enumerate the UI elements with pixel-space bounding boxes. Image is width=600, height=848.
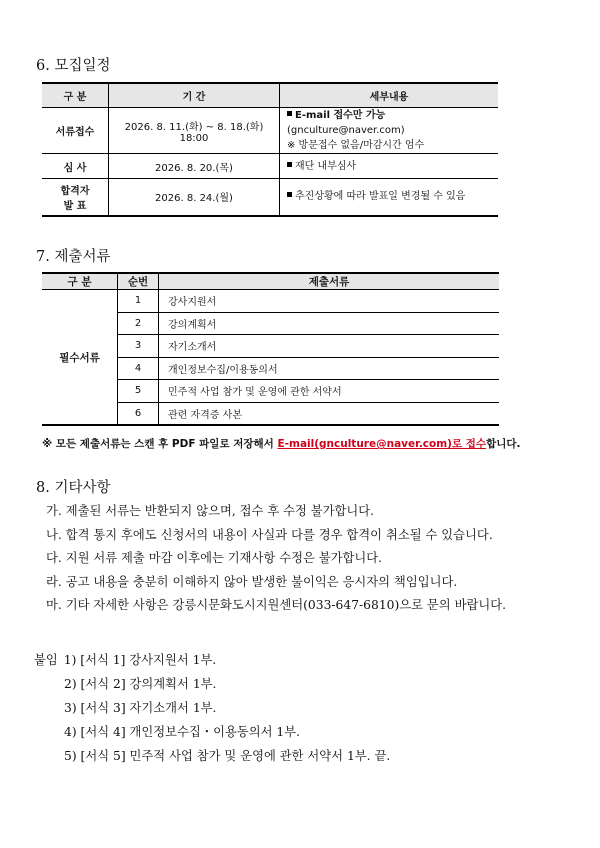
detail-text: 추진상황에 따라 발표일 변경될 수 있음 <box>295 191 466 203</box>
row-document: 관련 자격증 사본 <box>159 402 500 425</box>
row-period: 2026. 8. 11.(화) ~ 8. 18.(화) 18:00 <box>109 108 280 154</box>
table-row <box>42 290 499 313</box>
row-detail <box>280 154 499 179</box>
category-line2: 발 표 <box>63 200 87 212</box>
note-prefix: ※ 모든 제출서류는 스캔 후 PDF 파일로 저장해서 <box>42 438 278 450</box>
header-detail: 세부내용 <box>280 83 499 108</box>
attachment-item: 1) [서식 1] 강사지원서 1부. <box>63 653 217 667</box>
row-number: 6 <box>118 402 159 425</box>
documents-table <box>42 272 499 426</box>
row-number: 4 <box>118 357 159 380</box>
row-number: 3 <box>118 335 159 358</box>
list-item: 마. 기타 자세한 사항은 강릉시문화도시지원센터(033-647-6810)으로 문의 바랍니다. <box>46 598 507 613</box>
row-number: 1 <box>118 290 159 313</box>
note-suffix: 합니다. <box>486 438 521 450</box>
detail-email: (gnculture@naver.com) <box>287 125 405 136</box>
row-category: 필수서류 <box>42 290 118 426</box>
bullet-icon <box>287 111 292 116</box>
bullet-icon <box>287 162 292 167</box>
row-document: 강사지원서 <box>159 290 500 313</box>
row-document: 개인정보수집/이용동의서 <box>159 357 500 380</box>
header-category: 구 분 <box>42 273 118 290</box>
submission-note <box>42 436 521 451</box>
row-document: 자기소개서 <box>159 335 500 358</box>
list-item: 가. 제출된 서류는 반환되지 않으며, 접수 후 수정 불가합니다. <box>46 504 375 518</box>
detail-text: 재단 내부심사 <box>295 160 357 172</box>
header-period: 기 간 <box>109 83 280 108</box>
table-row <box>42 108 498 154</box>
category-line1: 합격자 <box>60 185 90 197</box>
detail-note: ※ 방문접수 없음/마감시간 엄수 <box>287 140 425 151</box>
detail-bold: E-mail 접수만 가능 <box>295 110 386 121</box>
row-document: 민주적 사업 참가 및 운영에 관한 서약서 <box>159 380 500 403</box>
bullet-icon <box>287 192 292 197</box>
list-item: 다. 지원 서류 제출 마감 이후에는 기재사항 수정은 불가합니다. <box>46 551 383 566</box>
table-header-row <box>42 273 499 290</box>
section7-heading: 7. 제출서류 <box>36 249 111 265</box>
row-category <box>42 179 109 216</box>
note-email: E-mail(gnculture@naver.com)로 접수 <box>277 438 487 450</box>
attachments-label: 붙임 <box>34 653 58 667</box>
row-number: 2 <box>118 312 159 335</box>
row-period: 2026. 8. 24.(월) <box>109 179 280 216</box>
row-detail <box>280 179 499 216</box>
table-header-row <box>42 83 498 108</box>
list-item: 나. 합격 통지 후에도 신청서의 내용이 사실과 다를 경우 합격이 취소될 수 있습니다. <box>46 527 493 542</box>
attachment-item: 2) [서식 2] 강의계획서 1부. <box>64 677 217 691</box>
other-items-list <box>46 500 506 618</box>
row-category: 심 사 <box>42 154 109 179</box>
row-number: 5 <box>118 380 159 403</box>
attachments <box>34 648 390 768</box>
attachment-item: 3) [서식 3] 자기소개서 1부. <box>64 701 217 715</box>
header-category: 구 분 <box>42 83 109 108</box>
list-item: 라. 공고 내용을 충분히 이해하지 않아 발생한 불이익은 응시자의 책임입니다. <box>46 574 458 589</box>
row-document: 강의계획서 <box>159 312 500 335</box>
header-number: 순번 <box>118 273 159 290</box>
attachment-item: 4) [서식 4] 개인정보수집・이용동의서 1부. <box>64 725 301 739</box>
row-period: 2026. 8. 20.(목) <box>109 154 280 179</box>
row-category: 서류접수 <box>42 108 109 154</box>
attachment-item: 5) [서식 5] 민주적 사업 참가 및 운영에 관한 서약서 1부. 끝. <box>64 749 391 763</box>
table-row <box>42 179 498 216</box>
section6-heading: 6. 모집일정 <box>36 58 111 74</box>
row-detail <box>280 108 499 154</box>
schedule-table <box>42 82 498 217</box>
table-row <box>42 154 498 179</box>
header-document: 제출서류 <box>159 273 500 290</box>
section8-heading: 8. 기타사항 <box>36 480 111 496</box>
